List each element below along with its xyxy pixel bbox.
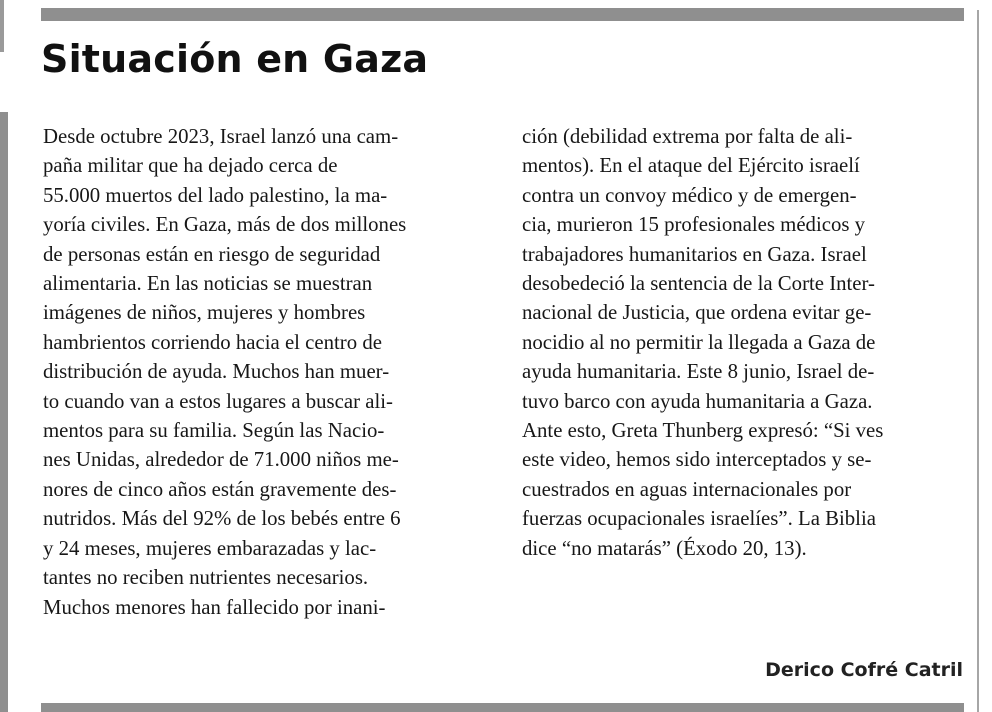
- article-line: Ante esto, Greta Thunberg expresó: “Si ves: [522, 419, 884, 443]
- author-signature: Derico Cofré Catril: [765, 659, 963, 681]
- article-line: hambrientos corriendo hacia el centro de: [43, 330, 382, 354]
- left-page-edge-top: [0, 0, 4, 52]
- article-line: alimentaria. En las noticias se muestran: [43, 272, 373, 296]
- article-line: tantes no reciben nutrientes necesarios.: [43, 566, 369, 590]
- article-line: mentos). En el ataque del Ejército israelí: [522, 154, 860, 178]
- article-line: contra un convoy médico y de emergen-: [522, 183, 857, 207]
- article-line: ayuda humanitaria. Este 8 junio, Israel de-: [522, 360, 875, 384]
- article-line: nes Unidas, alrededor de 71.000 niños me-: [43, 448, 399, 472]
- article-line: distribución de ayuda. Muchos han muer-: [43, 360, 390, 384]
- article-line: Muchos menores han fallecido por inani-: [43, 595, 386, 619]
- article-line: nacional de Justicia, que ordena evitar ge-: [522, 301, 872, 325]
- article-line: nutridos. Más del 92% de los bebés entre 6: [43, 507, 401, 531]
- article-line: paña militar que ha dejado cerca de: [43, 154, 338, 178]
- bottom-divider-bar: [41, 703, 964, 712]
- article-title: Situación en Gaza: [41, 37, 429, 81]
- article-line: este video, hemos sido interceptados y se-: [522, 448, 872, 472]
- article-line: nores de cinco años están gravemente des-: [43, 477, 397, 501]
- article-line: Desde octubre 2023, Israel lanzó una cam-: [43, 125, 399, 148]
- article-column-right: [522, 122, 968, 563]
- right-column-rule: [977, 10, 979, 712]
- article-column-left: [43, 122, 489, 622]
- left-page-edge: [0, 112, 8, 712]
- article-line: trabajadores humanitarios en Gaza. Israel: [522, 242, 867, 266]
- article-line: de personas están en riesgo de seguridad: [43, 242, 381, 266]
- article-line: dice “no matarás” (Éxodo 20, 13).: [522, 536, 807, 560]
- article-line: ción (debilidad extrema por falta de ali-: [522, 125, 853, 148]
- article-line: nocidio al no permitir la llegada a Gaza de: [522, 330, 876, 354]
- article-line: 55.000 muertos del lado palestino, la ma-: [43, 183, 388, 207]
- article-line: imágenes de niños, mujeres y hombres: [43, 301, 366, 325]
- article-line: cuestrados en aguas internacionales por: [522, 477, 852, 501]
- article-line: tuvo barco con ayuda humanitaria a Gaza.: [522, 389, 873, 413]
- article-line: mentos para su familia. Según las Nacio-: [43, 419, 385, 443]
- article-line: to cuando van a estos lugares a buscar ali-: [43, 389, 393, 413]
- article-line: y 24 meses, mujeres embarazadas y lac-: [43, 536, 377, 560]
- article-line: fuerzas ocupacionales israelíes”. La Biblia: [522, 507, 876, 531]
- article-line: yoría civiles. En Gaza, más de dos millones: [43, 213, 407, 237]
- article-line: cia, murieron 15 profesionales médicos y: [522, 213, 866, 237]
- top-divider-bar: [41, 8, 964, 21]
- article-line: desobedeció la sentencia de la Corte Inter-: [522, 272, 875, 296]
